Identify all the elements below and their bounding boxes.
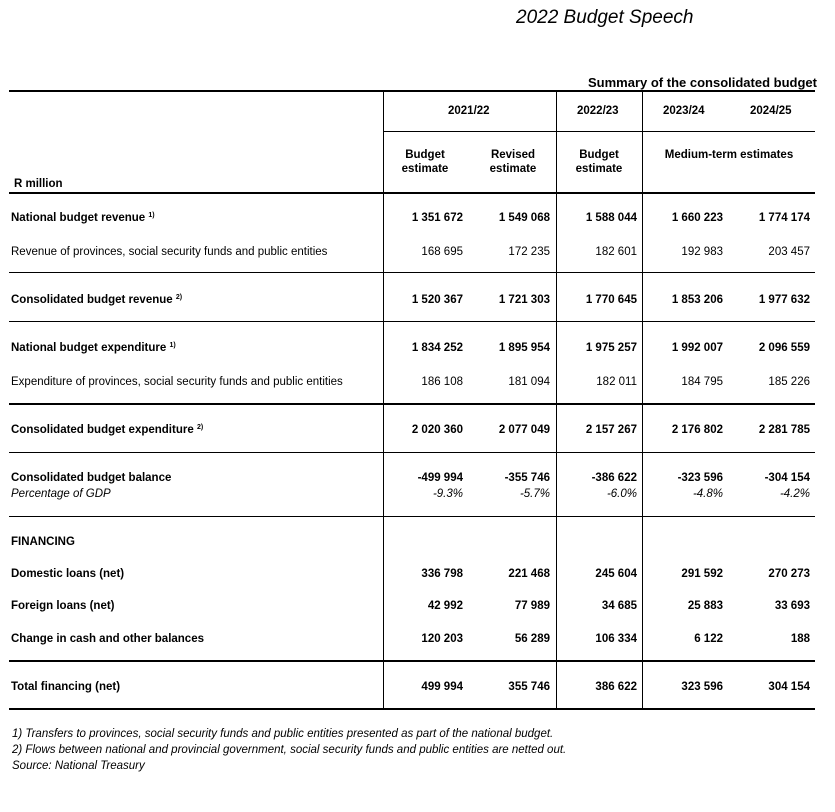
table-cell: -355 746 (504, 472, 550, 484)
row-label-text: Change in cash and other balances (11, 633, 204, 645)
col-head-budget-estimate-2022: Budget estimate (575, 149, 623, 175)
table-cell: 186 108 (421, 376, 463, 388)
col-head-medium-term: Medium-term estimates (664, 149, 794, 161)
table-cell: 181 094 (508, 376, 550, 388)
table-cell: 203 457 (768, 246, 810, 258)
table-cell: 33 693 (774, 600, 810, 612)
table-cell: 1 834 252 (411, 342, 463, 354)
table-cell: 184 795 (681, 376, 723, 388)
year-row-rule (383, 131, 815, 132)
table-cell: 168 695 (421, 246, 463, 258)
table-bottom-rule (9, 708, 815, 710)
table-cell: -4.8% (692, 488, 723, 500)
table-cell: 1 351 672 (411, 212, 463, 224)
row-label-text: Consolidated budget expenditure (11, 424, 194, 436)
source-note: Source: National Treasury (12, 760, 145, 772)
table-cell: 120 203 (421, 633, 463, 645)
rule-after-consolidated-expenditure (9, 452, 815, 453)
table-cell: 2 096 559 (758, 342, 810, 354)
table-cell: 192 983 (681, 246, 723, 258)
footnote-marker: 1) (148, 212, 155, 219)
table-cell: 2 157 267 (585, 424, 637, 436)
rule-after-expenditure (9, 403, 815, 405)
footnote-marker: 1) (169, 342, 176, 349)
row-label (11, 680, 120, 694)
row-label-text: Consolidated budget revenue (11, 294, 173, 306)
row-label (11, 423, 203, 437)
table-cell: -4.2% (779, 488, 810, 500)
table-cell: 1 520 367 (411, 294, 463, 306)
row-label-text: Foreign loans (net) (11, 600, 115, 612)
table-cell: 6 122 (694, 633, 723, 645)
table-cell: 2 281 785 (758, 424, 810, 436)
row-label (11, 471, 171, 485)
column-divider-3 (642, 90, 643, 710)
row-label (11, 535, 75, 549)
rule-after-consolidated-revenue (9, 321, 815, 322)
row-label (11, 375, 343, 389)
table-cell: 42 992 (427, 600, 463, 612)
footnote-1: 1) Transfers to provinces, social security funds and public entities presented as part of the national budget. (12, 728, 554, 740)
table-cell: 1 660 223 (671, 212, 723, 224)
row-label-text: Expenditure of provinces, social security funds and public entities (11, 376, 343, 388)
table-top-rule (9, 90, 815, 92)
table-cell: 2 077 049 (498, 424, 550, 436)
table-cell: 355 746 (508, 681, 550, 693)
rule-after-revenue (9, 272, 815, 273)
table-cell: -304 154 (764, 472, 810, 484)
table-cell: 336 798 (421, 568, 463, 580)
table-cell: 188 (790, 633, 810, 645)
table-cell: 25 883 (687, 600, 723, 612)
row-label (11, 341, 176, 355)
col-head-revised-estimate: Revised estimate (489, 149, 537, 175)
table-cell: 77 989 (514, 600, 550, 612)
table-cell: -323 596 (677, 472, 723, 484)
row-label-text: National budget revenue (11, 212, 146, 224)
table-cell: 304 154 (768, 681, 810, 693)
table-cell: 499 994 (421, 681, 463, 693)
table-cell: 291 592 (681, 568, 723, 580)
row-label (11, 487, 111, 501)
row-label-text: FINANCING (11, 536, 75, 548)
table-cell: 2 020 360 (411, 424, 463, 436)
row-label-text: Revenue of provinces, social security funds and public entities (11, 246, 328, 258)
table-cell: 1 992 007 (671, 342, 723, 354)
table-cell: 221 468 (508, 568, 550, 580)
table-cell: 185 226 (768, 376, 810, 388)
table-cell: -9.3% (432, 488, 463, 500)
table-cell: -499 994 (417, 472, 463, 484)
year-2022-23: 2022/23 (577, 105, 619, 117)
year-2024-25: 2024/25 (750, 105, 792, 117)
column-divider-2 (556, 90, 557, 710)
table-cell: 1 977 632 (758, 294, 810, 306)
row-label-text: National budget expenditure (11, 342, 167, 354)
table-cell: 56 289 (514, 633, 550, 645)
table-cell: 1 853 206 (671, 294, 723, 306)
table-cell: 1 721 303 (498, 294, 550, 306)
table-cell: 34 685 (601, 600, 637, 612)
footnote-2: 2) Flows between national and provincial government, social security funds and public entities are netted out. (12, 744, 567, 756)
column-divider-1 (383, 90, 384, 710)
col-head-budget-estimate-2021: Budget estimate (401, 149, 449, 175)
table-cell: -6.0% (606, 488, 637, 500)
row-label (11, 293, 182, 307)
table-cell: 1 975 257 (585, 342, 637, 354)
table-cell: 1 774 174 (758, 212, 810, 224)
table-cell: 1 770 645 (585, 294, 637, 306)
table-cell: 1 588 044 (585, 212, 637, 224)
table-cell: 270 273 (768, 568, 810, 580)
table-cell: 245 604 (595, 568, 637, 580)
row-label-text: Total financing (net) (11, 681, 121, 693)
row-label (11, 632, 204, 646)
table-cell: 386 622 (595, 681, 637, 693)
row-label (11, 567, 124, 581)
table-cell: 1 549 068 (498, 212, 550, 224)
year-2023-24: 2023/24 (663, 105, 705, 117)
rule-before-total (9, 660, 815, 662)
table-cell: -5.7% (519, 488, 550, 500)
row-label (11, 599, 115, 613)
table-cell: 2 176 802 (671, 424, 723, 436)
row-label-text: Percentage of GDP (11, 488, 111, 500)
table-cell: -386 622 (591, 472, 637, 484)
table-caption: Summary of the consolidated budget (588, 75, 817, 90)
document-header-title: 2022 Budget Speech (516, 7, 694, 28)
table-cell: 172 235 (508, 246, 550, 258)
year-2021-22: 2021/22 (448, 105, 490, 117)
rule-after-balance (9, 516, 815, 517)
row-label (11, 245, 327, 259)
row-label-text: Consolidated budget balance (11, 472, 172, 484)
footnote-marker: 2) (175, 294, 183, 301)
footnote-marker: 2) (196, 424, 204, 431)
row-label (11, 211, 155, 225)
table-cell: 323 596 (681, 681, 723, 693)
header-bottom-rule (9, 192, 815, 194)
table-cell: 182 601 (595, 246, 637, 258)
table-cell: 182 011 (596, 376, 637, 388)
row-label-text: Domestic loans (net) (11, 568, 125, 580)
table-cell: 106 334 (595, 633, 637, 645)
stub-label: R million (14, 178, 63, 190)
table-cell: 1 895 954 (498, 342, 550, 354)
